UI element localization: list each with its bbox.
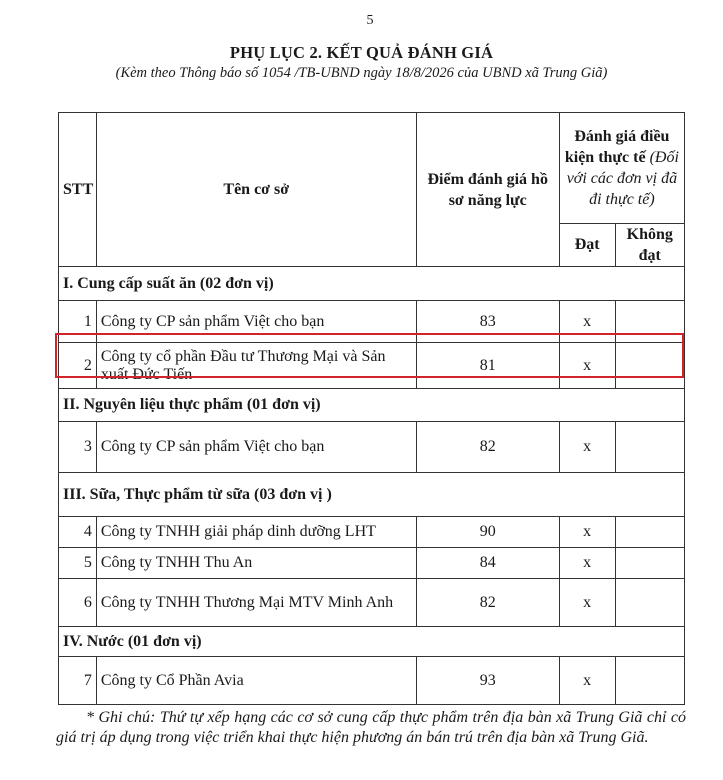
header-score: Điểm đánh giá hồ sơ năng lực [416,113,559,267]
section-row [59,389,685,422]
row-pass: x [559,301,615,343]
header-name: Tên cơ sở [96,113,416,267]
row-stt: 3 [59,422,97,473]
header-evaluation-title: Đánh giá điều kiện thực tế [564,128,670,166]
page-number: 5 [366,13,374,28]
document-title: PHỤ LỤC 2. KẾT QUẢ ĐÁNH GIÁ [229,43,494,62]
header-evaluation [559,113,684,224]
section-title: III. Sữa, Thực phẩm từ sữa (03 đơn vị ) [59,473,685,517]
row-stt: 5 [59,548,97,579]
row-pass: x [559,548,615,579]
row-stt: 2 [59,343,97,389]
row-name: Công ty cổ phần Đầu tư Thương Mại và Sản xuất Đức Tiến [96,343,416,389]
row-score: 82 [416,422,559,473]
table-row [59,517,685,548]
section-title: IV. Nước (01 đơn vị) [59,627,685,657]
section-row [59,473,685,517]
row-score: 93 [416,657,559,705]
row-fail [615,579,684,627]
table-row [59,301,685,343]
row-fail [615,422,684,473]
row-pass: x [559,657,615,705]
section-title: II. Nguyên liệu thực phẩm (01 đơn vị) [59,389,685,422]
footnote-text: * Ghi chú: Thứ tự xếp hạng các cơ sở cung cấp thực phẩm trên địa bàn xã Trung Giã chỉ có giá trị áp dụng trong việc triển khai thực hiện phương án bán trú trên địa bàn xã Trung Giã. [56,709,686,746]
header-evaluation-note: (Đối với các đơn vị đã đi thực tế) [566,149,679,208]
table-row [59,422,685,473]
row-stt: 6 [59,579,97,627]
row-pass: x [559,343,615,389]
row-score: 84 [416,548,559,579]
document-subtitle: (Kèm theo Thông báo số 1054 /TB-UBND ngày 18/8/2026 của UBND xã Trung Giã) [115,65,608,81]
row-pass: x [559,422,615,473]
row-fail [615,657,684,705]
row-name: Công ty TNHH giải pháp dinh dưỡng LHT [96,517,416,548]
row-score: 83 [416,301,559,343]
row-fail [615,548,684,579]
row-fail [615,517,684,548]
row-stt: 7 [59,657,97,705]
section-row [59,267,685,301]
row-stt: 1 [59,301,97,343]
row-score: 82 [416,579,559,627]
section-title: I. Cung cấp suất ăn (02 đơn vị) [59,267,685,301]
row-name: Công ty Cổ Phần Avia [96,657,416,705]
table-row [59,548,685,579]
row-name: Công ty TNHH Thu An [96,548,416,579]
header-stt: STT [59,113,97,267]
row-stt: 4 [59,517,97,548]
table-row [59,343,685,389]
row-fail [615,301,684,343]
header-pass: Đạt [559,224,615,267]
row-score: 90 [416,517,559,548]
row-pass: x [559,517,615,548]
header-fail: Không đạt [615,224,684,267]
results-table [58,112,685,705]
row-pass: x [559,579,615,627]
table-row [59,657,685,705]
row-name: Công ty TNHH Thương Mại MTV Minh Anh [96,579,416,627]
section-row [59,627,685,657]
row-fail [615,343,684,389]
footnote [56,708,686,748]
row-name: Công ty CP sản phẩm Việt cho bạn [96,422,416,473]
row-score: 81 [416,343,559,389]
table-row [59,579,685,627]
row-name: Công ty CP sản phẩm Việt cho bạn [96,301,416,343]
